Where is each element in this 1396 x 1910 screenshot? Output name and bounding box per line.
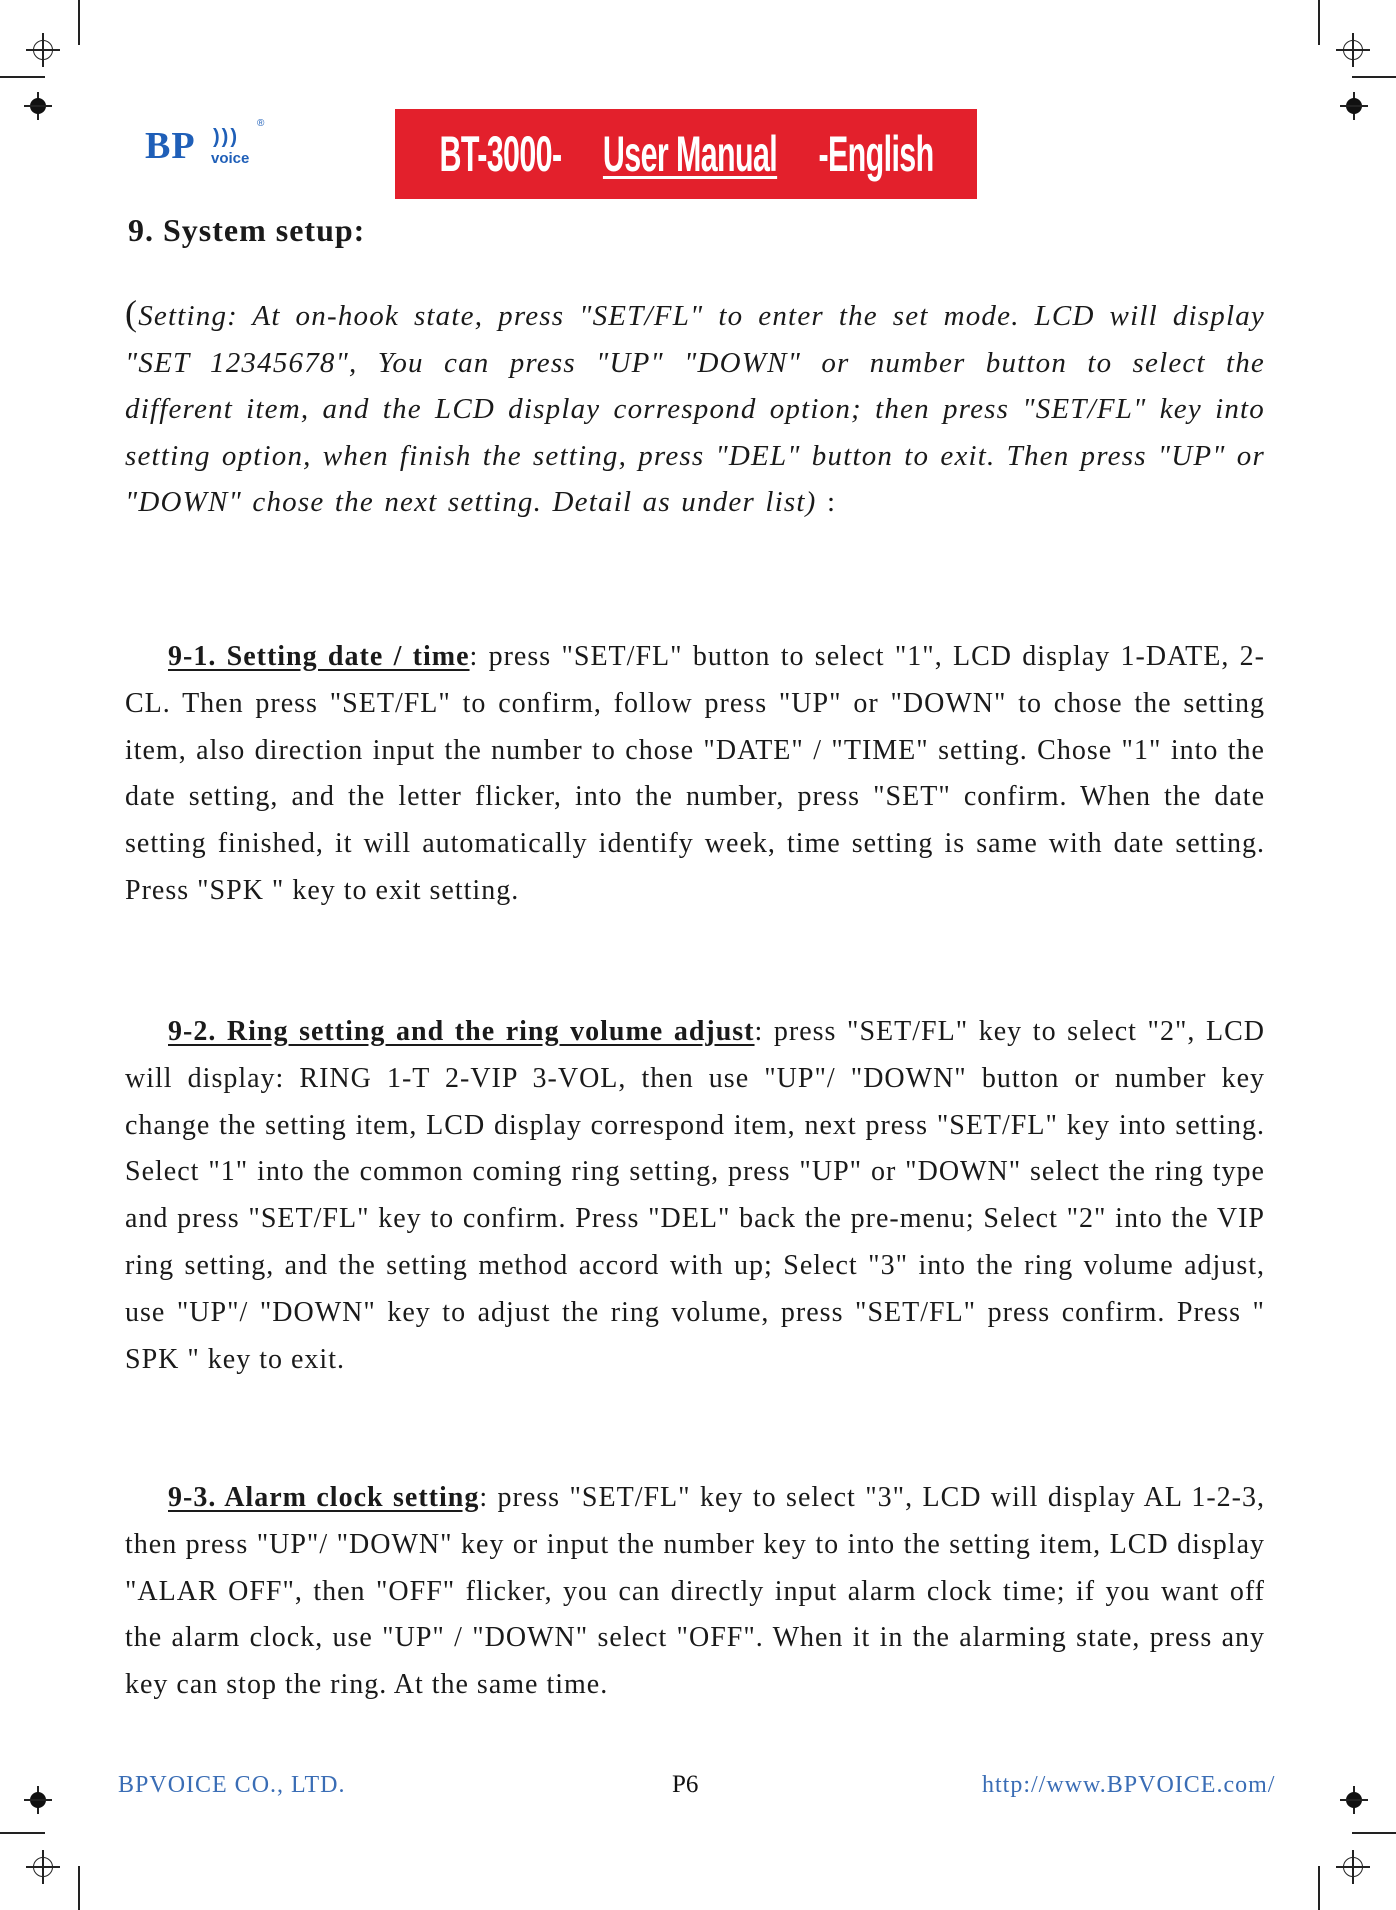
crop-mark-top-right-v [1318,0,1320,45]
item-title: 9-3. Alarm clock setting [168,1482,480,1513]
banner-title-suffix: -English [818,126,934,182]
crop-mark-bottom-left-v [78,1866,80,1910]
logo-bp-text: BP [145,125,196,167]
item-body: : press "SET/FL" button to select "1", LCD display 1-DATE, 2-CL. Then press "SET/FL" to confirm, follow press "UP" or "DOWN" to chose the setting item, also direction input the number to chose "DATE" / "TIME" setting. Chose "1" into the date setting, and the letter flicker, into the number, press "SET" confirm. When the date setting finished, it will automatically identify week, time setting is same with date setting. Press "SPK " key to exit setting. [125,641,1265,906]
item-alarm-clock [125,1475,1265,1709]
banner-title-prefix: BT-3000- [439,126,562,182]
item-ring-setting [125,1009,1265,1383]
registration-dot-icon [30,98,46,114]
item-date-time [125,634,1265,915]
item-title: 9-2. Ring setting and the ring volume adjust [168,1016,755,1047]
intro-close: : [816,486,837,518]
intro-open-paren: ( [125,293,139,333]
footer-company: BPVOICE CO., LTD. [118,1772,346,1798]
sound-waves-icon: ))) [213,126,239,148]
logo-voice-text: voice [211,150,250,167]
item-title: 9-1. Setting date / time [168,641,470,672]
item-body: : press "SET/FL" key to select "2", LCD will display: RING 1-T 2-VIP 3-VOL, then use "UP"/ "DOWN" button or number key change the setting item, LCD display correspond item, next press "SET/FL" key into setting. Select "1" into the common coming ring setting, press "UP" or "DOWN" select the ring type and press "SET/FL" key to confirm. Press "DEL" back the pre-menu; Select "2" into the VIP ring setting, and the setting method accord with up; Select "3" into the ring volume adjust, use "UP"/ "DOWN" key to adjust the ring volume, press "SET/FL" press confirm. Press " SPK " key to exit. [125,1016,1265,1375]
banner-title-underlined: User Manual [603,126,778,182]
registration-crosshair-icon [1336,1850,1370,1884]
registered-mark: ® [257,118,265,129]
registration-dot-icon [1346,1792,1362,1808]
section-intro [125,290,1265,526]
intro-text: Setting: At on-hook state, press "SET/FL" to enter the set mode. LCD will display "SET 12345678", You can press "UP" "DOWN" or number button to select the different item, and the LCD display correspond option; then press "SET/FL" key into setting option, when finish the setting, press "DEL" button to exit. Then press "UP" or "DOWN" chose the next setting. Detail as under list) [125,300,1265,518]
footer-url-link[interactable]: http://www.BPVOICE.com/ [982,1772,1276,1798]
section-title: 9. System setup: [128,212,366,248]
bpvoice-logo [145,118,265,172]
crop-mark-bottom-left-h [0,1832,45,1834]
crop-mark-top-right-h [1352,76,1396,78]
page-number: P6 [672,1771,699,1798]
crop-mark-top-left-v [78,0,80,45]
registration-crosshair-icon [26,1850,60,1884]
crop-mark-bottom-right-h [1352,1832,1396,1834]
registration-crosshair-icon [1336,33,1370,67]
registration-dot-icon [30,1792,46,1808]
manual-title-banner [395,109,977,199]
item-body: : press "SET/FL" key to select "3", LCD will display AL 1-2-3, then press "UP"/ "DOWN" key or input the number key to into the setting item, LCD display "ALAR OFF", then "OFF" flicker, you can directly input alarm clock time; if you want off the alarm clock, use "UP" / "DOWN" select "OFF". When it in the alarming state, press any key can stop the ring. At the same time. [125,1482,1265,1701]
registration-dot-icon [1346,98,1362,114]
registration-crosshair-icon [26,33,60,67]
crop-mark-top-left-h [0,76,45,78]
crop-mark-bottom-right-v [1318,1866,1320,1910]
